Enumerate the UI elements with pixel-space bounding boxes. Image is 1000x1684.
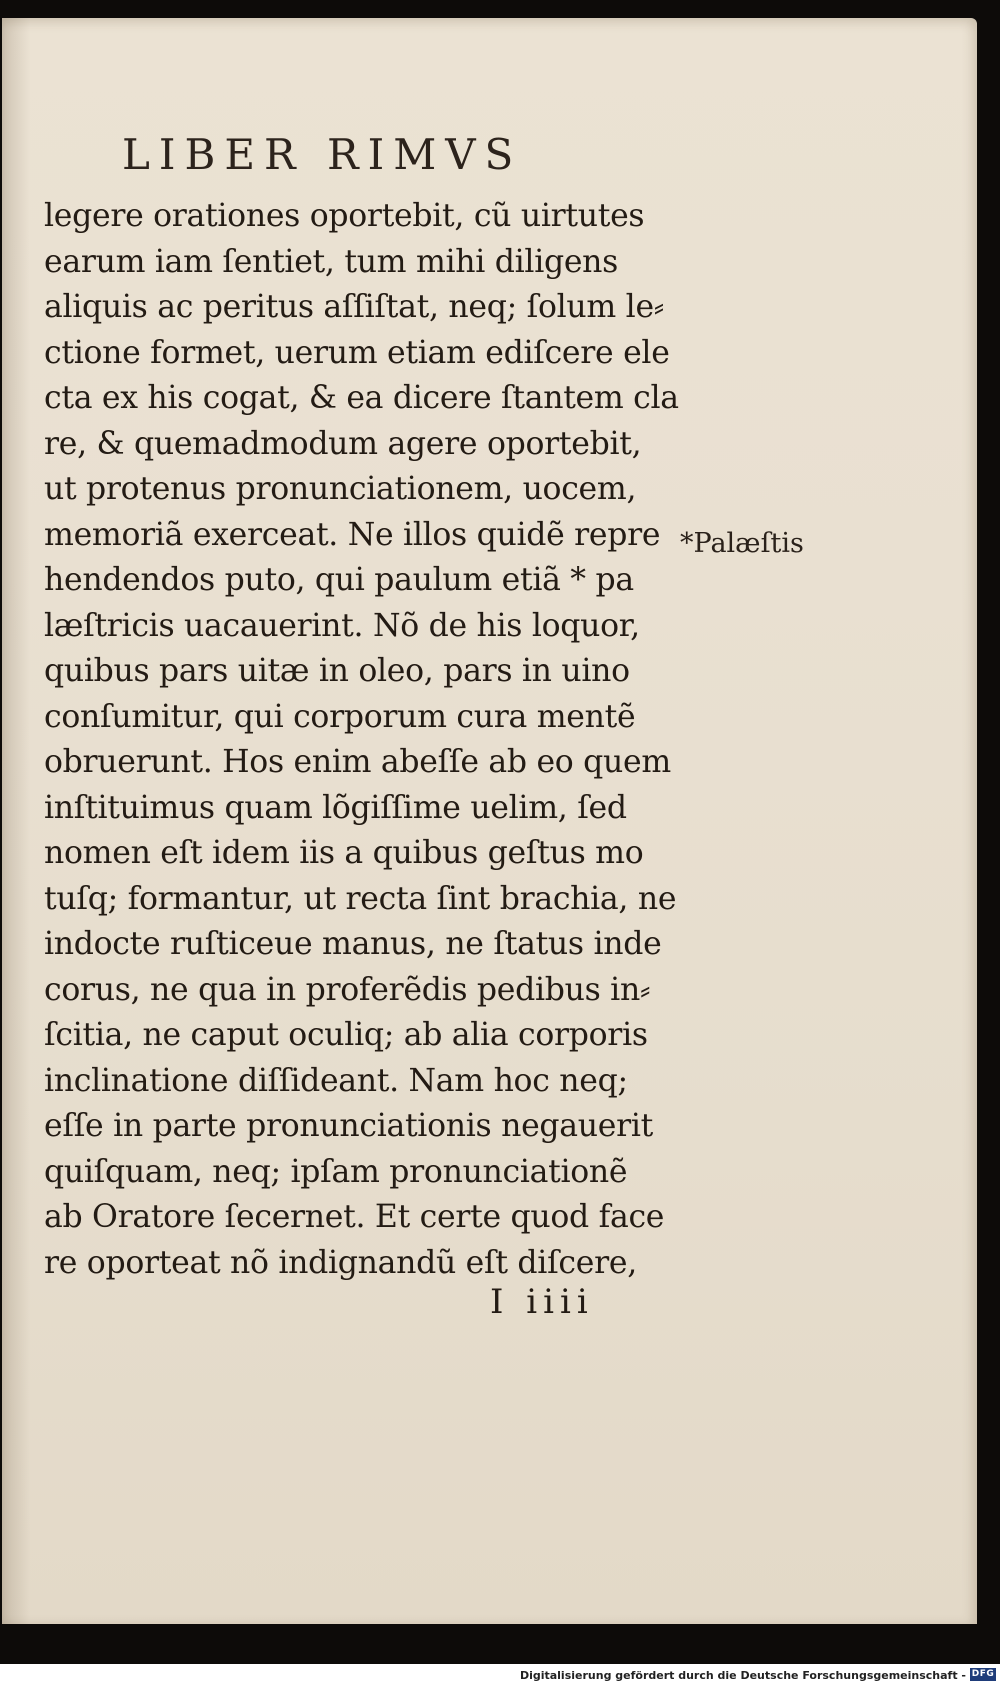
- text-line: hendendos puto, qui paulum etiã * pa: [44, 562, 634, 598]
- signature-mark: I iiii: [490, 1282, 594, 1322]
- text-line: ut protenus pronunciationem, uocem,: [44, 471, 637, 507]
- text-line: eſſe in parte pronunciationis negauerit: [44, 1108, 653, 1144]
- footer-credit: Digitalisierung gefördert durch die Deutsche Forschungsgemeinschaft -: [519, 1669, 966, 1682]
- text-line: legere orationes oportebit, cũ uirtutes: [44, 198, 645, 234]
- text-line: cta ex his cogat, & ea dicere ſtantem cla: [44, 380, 679, 416]
- text-line: nomen eſt idem iis a quibus geſtus mo: [44, 835, 644, 871]
- running-head: LIBER RIMVS: [122, 130, 523, 179]
- text-line: obruerunt. Hos enim abeſſe ab eo quem: [44, 744, 671, 780]
- book-page: [2, 18, 977, 1624]
- text-line: re oporteat nõ indignandũ eſt diſcere,: [44, 1244, 637, 1281]
- text-line: ſcitia, ne caput oculiq; ab alia corporis: [44, 1017, 648, 1053]
- text-line: inclinatione diſſideant. Nam hoc neq;: [44, 1062, 628, 1099]
- marginal-note: *Palæſtis: [680, 528, 804, 559]
- body-text: [44, 194, 684, 1286]
- text-line: indocte ruſticeue manus, ne ſtatus inde: [44, 926, 662, 962]
- text-line: tuſq; formantur, ut recta ſint brachia, ne: [44, 880, 677, 917]
- text-line: quibus pars uitæ in oleo, pars in uino: [44, 653, 630, 689]
- text-line: conſumitur, qui corporum cura mentẽ: [44, 698, 636, 735]
- text-line: aliquis ac peritus aſſiſtat, neq; ſolum le⸗: [44, 289, 664, 325]
- text-line: earum iam ſentiet, tum mihi diligens: [44, 243, 619, 280]
- text-line: re, & quemadmodum agere oportebit,: [44, 425, 642, 462]
- text-line: inſtituimus quam lõgiſſime uelim, ſed: [44, 789, 627, 826]
- text-line: ctione formet, uerum etiam ediſcere ele: [44, 334, 670, 371]
- text-line: læſtricis uacauerint. Nõ de his loquor,: [44, 607, 640, 644]
- dfg-logo: DFG: [971, 1669, 995, 1679]
- text-line: quiſquam, neq; ipſam pronunciationẽ: [44, 1153, 628, 1190]
- footer-bar: [0, 1664, 1000, 1684]
- text-line: ab Oratore ſecernet. Et certe quod face: [44, 1199, 665, 1235]
- text-line: corus, ne qua in proferẽdis pedibus in⸗: [44, 971, 651, 1008]
- text-line: memoriã exerceat. Ne illos quidẽ repre: [44, 516, 661, 553]
